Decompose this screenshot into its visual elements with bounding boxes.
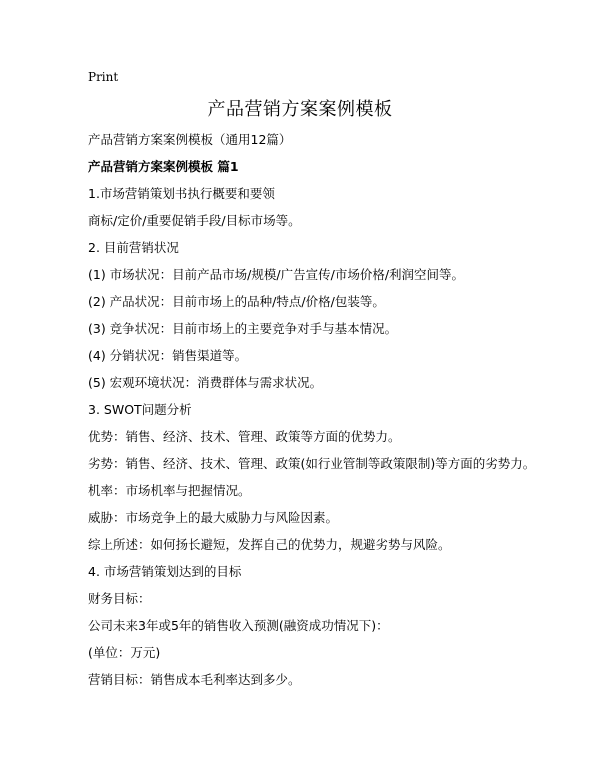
paragraph-line: 营销目标：销售成本毛利率达到多少。 [88,672,301,687]
paragraph-line: (2) 产品状况：目前市场上的品种/特点/价格/包装等。 [88,294,385,309]
paragraph-line: 劣势：销售、经济、技术、管理、政策(如行业管制等政策限制)等方面的劣势力。 [88,456,536,471]
paragraph-line: (5) 宏观环境状况：消费群体与需求状况。 [88,375,323,390]
print-label: Print [88,70,119,84]
paragraph-line: 公司未来3年或5年的销售收入预测(融资成功情况下)： [88,618,389,633]
subtitle-line: 产品营销方案案例模板（通用12篇） [88,132,292,147]
section-heading: 产品营销方案案例模板 篇1 [88,159,239,174]
paragraph-line: 4. 市场营销策划达到的目标 [88,564,242,579]
paragraph-line: (1) 市场状况：目前产品市场/规模/广告宣传/市场价格/利润空间等。 [88,267,465,282]
paragraph-line: 机率：市场机率与把握情况。 [88,483,251,498]
paragraph-line: 1.市场营销策划书执行概要和要领 [88,186,275,201]
paragraph-line: 财务目标： [88,591,151,606]
paragraph-line: 优势：销售、经济、技术、管理、政策等方面的优势力。 [88,429,401,444]
paragraph-line: 综上所述：如何扬长避短，发挥自己的优势力，规避劣势与风险。 [88,537,451,552]
paragraph-line: 商标/定价/重要促销手段/目标市场等。 [88,213,301,228]
document-body [88,130,568,697]
document-title: 产品营销方案案例模板 [207,99,393,120]
paragraph-line: 2. 目前营销状况 [88,240,179,255]
paragraph-line: 威胁：市场竞争上的最大威胁力与风险因素。 [88,510,339,525]
paragraph-line: 3. SWOT问题分析 [88,402,192,417]
paragraph-line: (4) 分销状况：销售渠道等。 [88,348,248,363]
paragraph-line: (3) 竞争状况：目前市场上的主要竞争对手与基本情况。 [88,321,398,336]
paragraph-line: (单位：万元) [88,645,161,660]
